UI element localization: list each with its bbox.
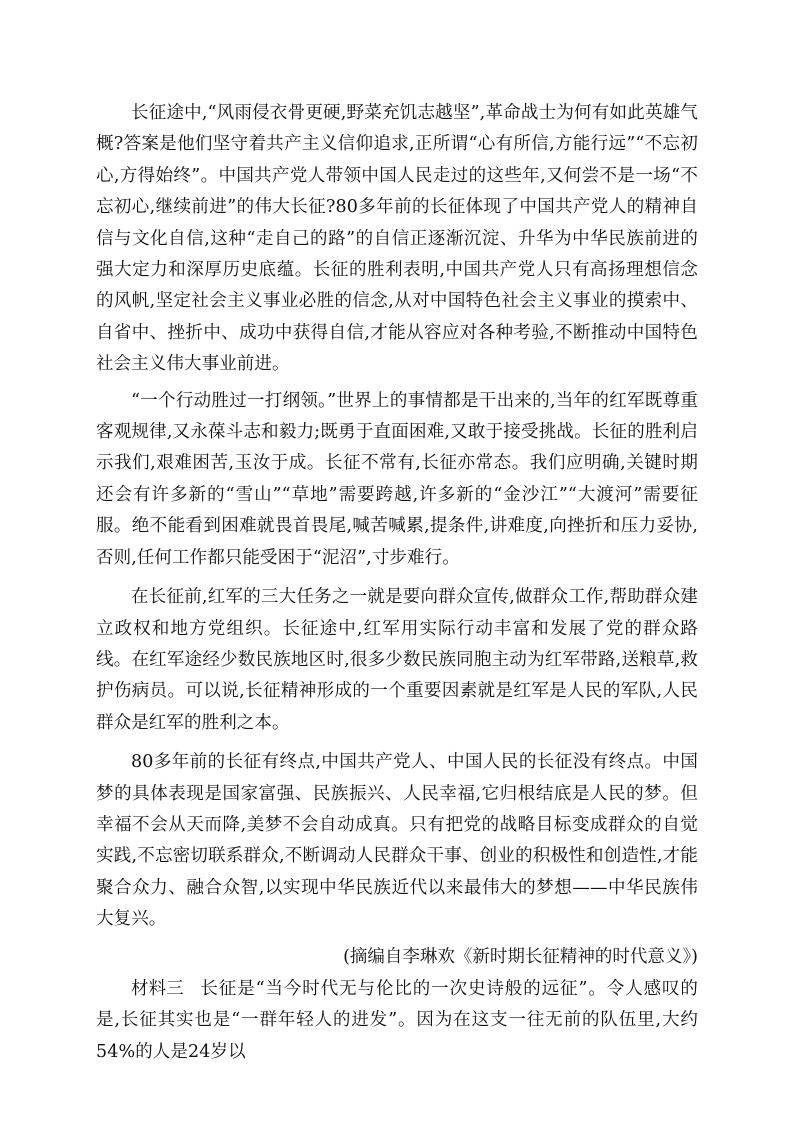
paragraph-2: “一个行动胜过一打纲领。”世界上的事情都是干出来的,当年的红军既尊重客观规律,又永葆斗志和毅力;既勇于直面困难,又敢于接受挑战。长征的胜利启示我们,艰难困苦,玉汝于成。长征不常有,长征亦常态。我们应明确,关键时期还会有许多新的“雪山”“草地”需要跨越,许多新的“金沙江”“大渡河”需要征服。绝不能看到困难就畏首畏尾,喊苦喊累,提条件,讲难度,向挫折和压力妥协,否则,任何工作都只能受困于“泥沼”,寸步难行。 — [96, 390, 698, 568]
paragraph-4: 80多年前的长征有终点,中国共产党人、中国人民的长征没有终点。中国梦的具体表现是国家富强、民族振兴、人民幸福,它归根结底是人民的梦。但幸福不会从天而降,美梦不会自动成真。只有把党的战略目标变成群众的自觉实践,不忘密切联系群众,不断调动人民群众干事、创业的积极性和创造性,才能聚合众力、融合众智,以实现中华民族近代以来最伟大的梦想——中华民族伟大复兴。 — [96, 752, 698, 930]
material-three-text: 长征是“当今时代无与伦比的一次史诗般的远征”。令人感叹的是,长征其实也是“一群年轻人的进发”。因为在这支一往无前的队伍里,大约54%的人是24岁以 — [96, 978, 698, 1062]
document-page — [96, 98, 698, 1068]
material-three-paragraph — [61, 974, 698, 1068]
material-three-label: 材料三 — [131, 978, 184, 999]
source-citation: (摘编自李琳欢《新时期长征精神的时代意义》) — [343, 946, 698, 967]
paragraph-3: 在长征前,红军的三大任务之一就是要向群众宣传,做群众工作,帮助群众建立政权和地方党组织。长征途中,红军用实际行动丰富和发展了党的群众路线。在红军途经少数民族地区时,很多少数民族同胞主动为红军带路,送粮草,救护伤病员。可以说,长征精神形成的一个重要因素就是红军是人民的军队,人民群众是红军的胜利之本。 — [96, 587, 698, 733]
paragraph-1: 长征途中,“风雨侵衣骨更硬,野菜充饥志越坚”,革命战士为何有如此英雄气概?答案是他们坚守着共产主义信仰追求,正所谓“心有所信,方能行远”“不忘初心,方得始终”。中国共产党人带领中国人民走过的这些年,又何尝不是一场“不忘初心,继续前进”的伟大长征?80多年前的长征体现了中国共产党人的精神自信与文化自信,这种“走自己的路”的自信正逐渐沉淀、升华为中华民族前进的强大定力和深厚历史底蕴。长征的胜利表明,中国共产党人只有高扬理想信念的风帆,坚定社会主义事业必胜的信念,从对中国特色社会主义事业的摸索中、自省中、挫折中、成功中获得自信,才能从容应对各种考验,不断推动中国特色社会主义伟大事业前进。 — [96, 103, 698, 375]
